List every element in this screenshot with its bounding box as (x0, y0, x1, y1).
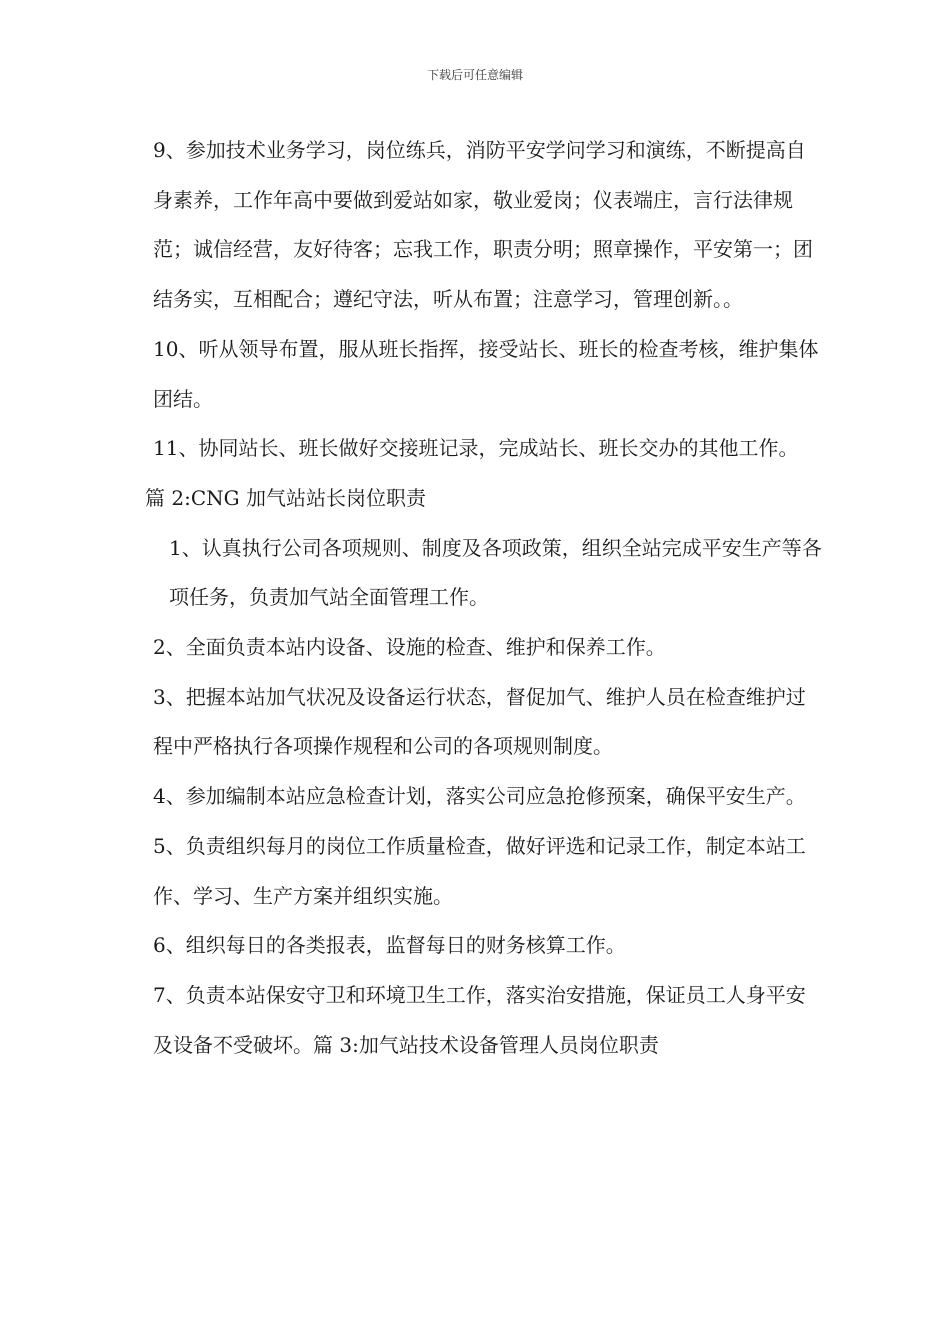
paragraph-item-11: 11、协同站长、班长做好交接班记录，完成站长、班长交办的其他工作。 (153, 436, 799, 461)
document-body (145, 126, 823, 1070)
paragraph-item-5: 5、负责组织每月的岗位工作质量检查，做好评选和记录工作，制定本站工作、学习、生产方案并组织实施。 (153, 833, 806, 908)
paragraph-item-9: 9、参加技术业务学习，岗位练兵，消防平安学问学习和演练，不断提高自身素养，工作年高中要做到爱站如家，敬业爱岗；仪表端庄，言行法律规范；诚信经营，友好待客；忘我工作，职责分明；照章操作，平安第一；团结务实，互相配合；遵纪守法，听从布置；注意学习，管理创新。。 (153, 138, 813, 312)
page-header: 下载后可任意编辑 (426, 68, 523, 82)
paragraph-item-4: 4、参加编制本站应急检查计划，落实公司应急抢修预案，确保平安生产。 (153, 784, 806, 809)
paragraph-item-2: 2、全面负责本站内设备、设施的检查、维护和保养工作。 (153, 635, 666, 660)
paragraph-item-10: 10、听从领导布置，服从班长指挥，接受站长、班长的检查考核，维护集体团结。 (153, 336, 819, 411)
section-heading-2: 篇 2:CNG 加气站站长岗位职责 (145, 485, 426, 510)
paragraph-item-6: 6、组织每日的各类报表，监督每日的财务核算工作。 (153, 933, 626, 958)
paragraph-item-3: 3、把握本站加气状况及设备运行状态，督促加气、维护人员在检查维护过程中严格执行各项操作规程和公司的各项规则制度。 (153, 684, 806, 759)
paragraph-item-7: 7、负责本站保安守卫和环境卫生工作，落实治安措施，保证员工人身平安及设备不受破坏。篇 3:加气站技术设备管理人员岗位职责 (153, 982, 806, 1057)
paragraph-item-1: 1、认真执行公司各项规则、制度及各项政策，组织全站完成平安生产等各项任务，负责加气站全面管理工作。 (169, 535, 822, 610)
